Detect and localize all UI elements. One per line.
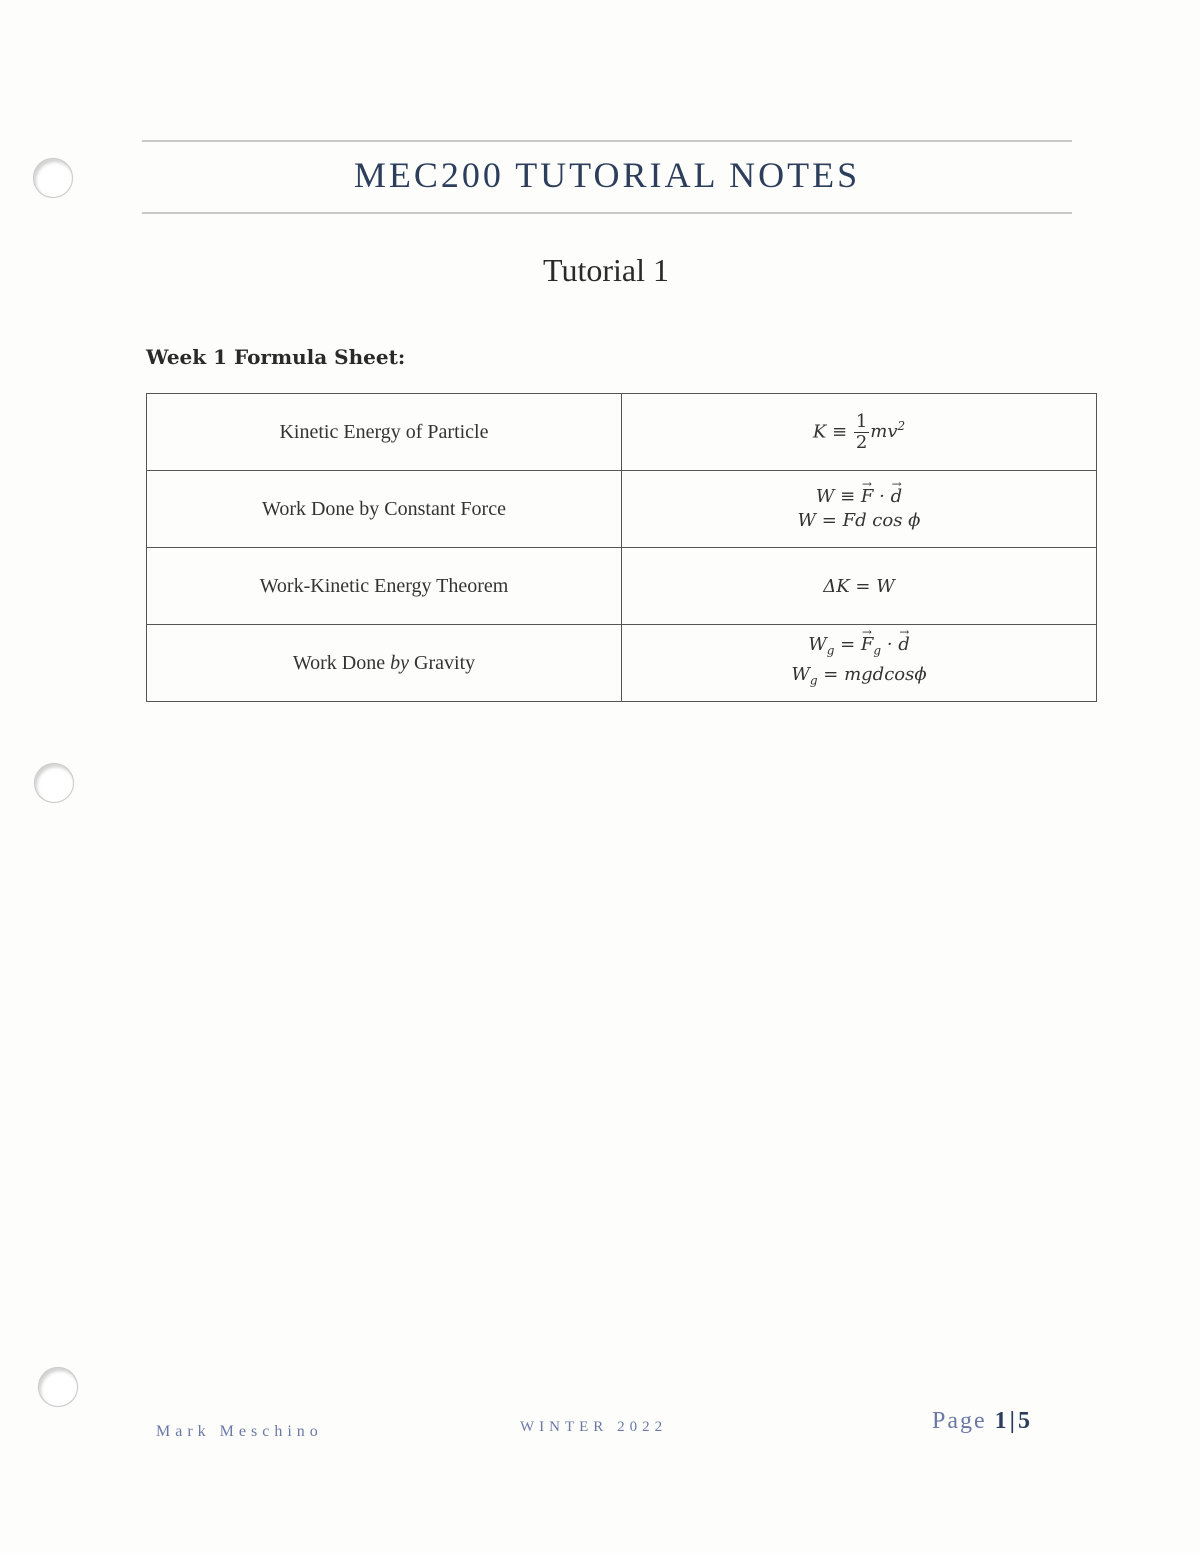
formula-work-energy-theorem: ΔK = W — [622, 548, 1097, 625]
formula-name: Work-Kinetic Energy Theorem — [147, 548, 622, 625]
page-separator: | — [1009, 1408, 1017, 1434]
binder-hole-bottom — [38, 1367, 78, 1407]
header-rule-bottom — [142, 212, 1072, 214]
formula-work-constant-force: W ≡ → F · → d W = Fd cos ϕ — [622, 471, 1097, 548]
page-total: 5 — [1017, 1408, 1032, 1434]
formula-work-gravity: $W_g$ = → $F_g$ · → d $W_g = mgdcos\phi$ — [622, 625, 1097, 702]
formula-name: Work Done by Gravity — [147, 625, 622, 702]
table-row — [147, 394, 1097, 471]
tutorial-title: Tutorial 1 — [543, 252, 669, 288]
formula-name: Work Done by Constant Force — [147, 471, 622, 548]
formula-name: Kinetic Energy of Particle — [147, 394, 622, 471]
formula-table — [146, 393, 1097, 702]
section-heading: Week 1 Formula Sheet: — [146, 345, 406, 369]
formula-kinetic-energy: K ≡ $\frac{1}{2}$ $mv^2$ — [622, 394, 1097, 471]
header-rule-top — [142, 140, 1072, 142]
page-number — [932, 1408, 1032, 1435]
binder-hole-top — [33, 158, 73, 198]
document-title: MEC200 TUTORIAL NOTES — [353, 155, 861, 195]
footer-term: WINTER 2022 — [520, 1419, 668, 1435]
page-label: Page — [932, 1408, 987, 1434]
binder-hole-middle — [34, 763, 74, 803]
table-row — [147, 548, 1097, 625]
page-current: 1 — [994, 1408, 1009, 1434]
footer-author: Mark Meschino — [156, 1423, 323, 1440]
table-row — [147, 625, 1097, 702]
table-row — [147, 471, 1097, 548]
